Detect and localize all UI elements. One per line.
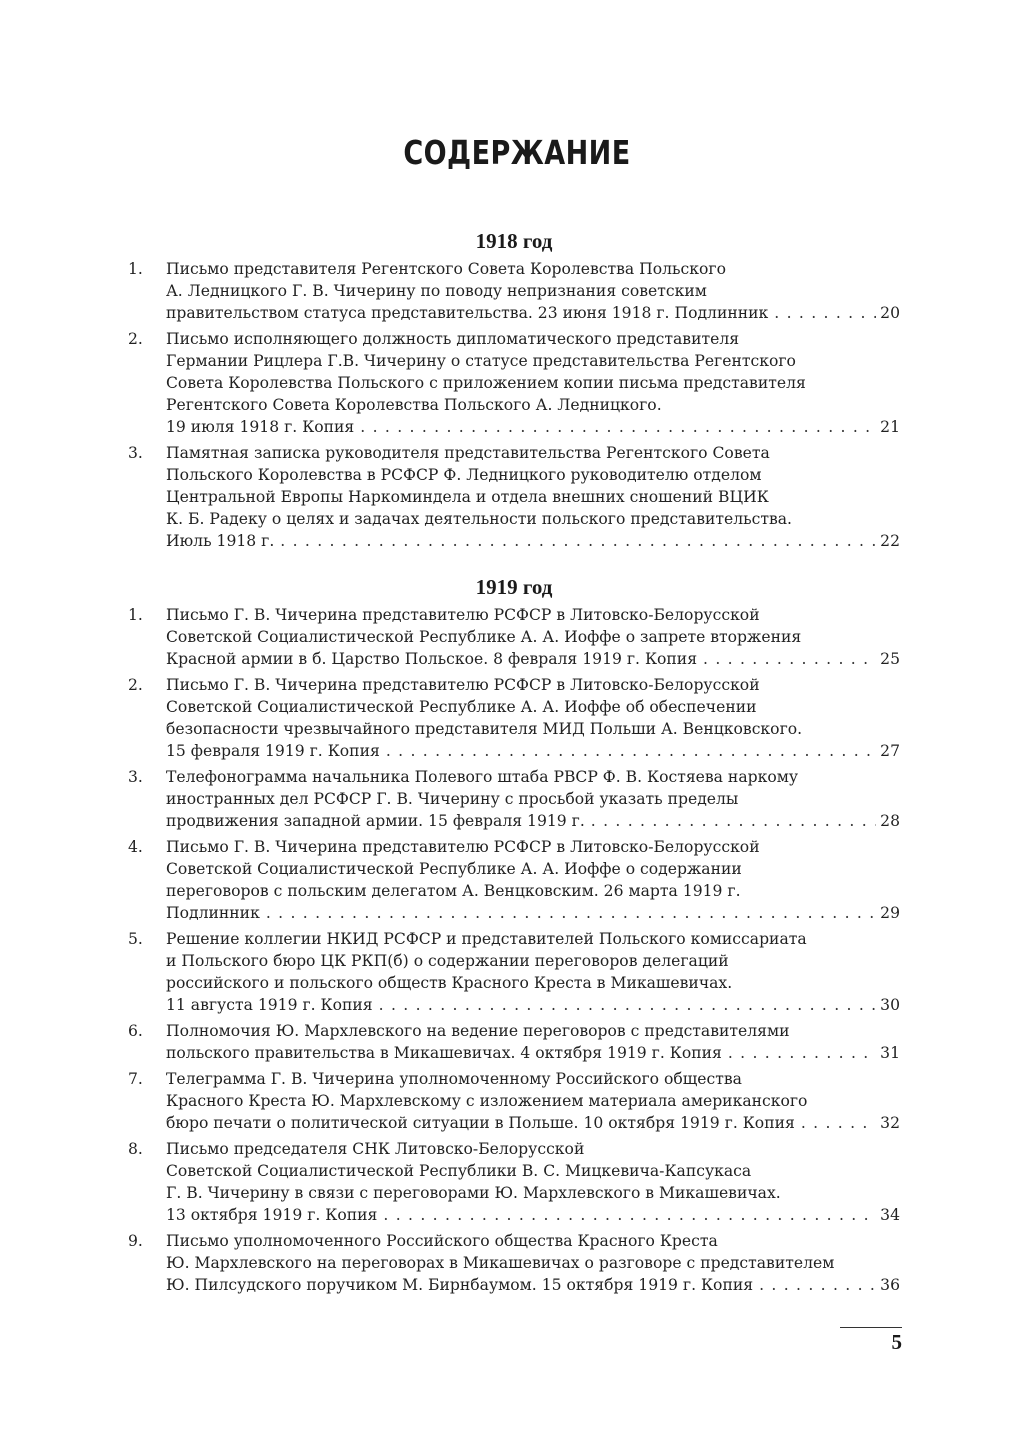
entry-last-line — [166, 530, 900, 552]
toc-entry[interactable] — [128, 604, 900, 670]
entry-body — [166, 328, 900, 438]
entry-text-line: Ю. Мархлевского на переговорах в Микашевичах о разговоре с представителем — [166, 1254, 835, 1272]
entry-text-line: иностранных дел РСФСР Г. В. Чичерину с просьбой указать пределы — [166, 790, 739, 808]
entry-last-line — [166, 1112, 900, 1134]
entry-body — [166, 258, 900, 324]
entry-text-line: Ю. Пилсудского поручиком М. Бирнбаумом. 15 октября 1919 г. Копия — [166, 1276, 754, 1294]
toc-entry[interactable] — [128, 766, 900, 832]
entry-text-line: 19 июля 1918 г. Копия — [166, 418, 355, 436]
dot-leader — [373, 994, 876, 1016]
entry-text-line: польского правительства в Микашевичах. 4 октября 1919 г. Копия — [166, 1044, 722, 1062]
toc-entry[interactable] — [128, 1020, 900, 1064]
entry-page-number[interactable]: 29 — [880, 904, 900, 922]
toc-entry[interactable] — [128, 442, 900, 552]
toc-section — [128, 572, 900, 1296]
entry-text-line: К. Б. Радеку о целях и задачах деятельности польского представительства. — [166, 510, 793, 528]
entry-last-line — [166, 302, 900, 324]
entry-number: 9. — [128, 1232, 143, 1250]
entry-text-line: Германии Рицлера Г.В. Чичерину о статусе представительства Регентского — [166, 352, 796, 370]
dot-leader — [274, 530, 876, 552]
entry-text-line: 13 октября 1919 г. Копия — [166, 1206, 378, 1224]
entry-number: 5. — [128, 930, 143, 948]
dot-leader — [753, 1274, 876, 1296]
entry-text-line: Письмо Г. В. Чичерина представителю РСФСР в Литовско-Белорусской — [166, 606, 760, 624]
entry-last-line — [166, 1042, 900, 1064]
toc-entry[interactable] — [128, 674, 900, 762]
entry-page-number[interactable]: 31 — [880, 1044, 900, 1062]
entry-number: 3. — [128, 768, 143, 786]
footer-rule — [840, 1327, 902, 1328]
dot-leader — [768, 302, 876, 324]
dot-leader — [377, 1204, 876, 1226]
entry-text-line: Польского Королевства в РСФСР Ф. Ледницкого руководителю отделом — [166, 466, 762, 484]
entry-text-line: Письмо председателя СНК Литовско-Белорусской — [166, 1140, 585, 1158]
entry-number: 6. — [128, 1022, 143, 1040]
entry-page-number[interactable]: 25 — [880, 650, 900, 668]
entry-body — [166, 1020, 900, 1064]
entry-text-line: Телефонограмма начальника Полевого штаба РВСР Ф. В. Костяева наркому — [166, 768, 799, 786]
entry-number: 7. — [128, 1070, 143, 1088]
section-heading: 1919 год — [475, 575, 553, 599]
entry-text-line: Июль 1918 г. — [166, 532, 275, 550]
dot-leader — [697, 648, 876, 670]
entry-page-number[interactable]: 20 — [880, 304, 900, 322]
entry-last-line — [166, 994, 900, 1016]
entry-text-line: Телеграмма Г. В. Чичерина уполномоченному Российского общества — [166, 1070, 742, 1088]
entry-last-line — [166, 1274, 900, 1296]
entry-text-line: Письмо Г. В. Чичерина представителю РСФСР в Литовско-Белорусской — [166, 838, 760, 856]
entry-text-line: Регентского Совета Королевства Польского А. Ледницкого. — [166, 396, 662, 414]
entry-text-line: Советской Социалистической Республики В. С. Мицкевича-Капсукаса — [166, 1162, 752, 1180]
entry-number: 2. — [128, 330, 143, 348]
entry-body — [166, 674, 900, 762]
entry-body — [166, 442, 900, 552]
dot-leader — [354, 416, 876, 438]
entry-text-line: А. Ледницкого Г. В. Чичерину по поводу непризнания советским — [166, 282, 707, 300]
entry-last-line — [166, 1204, 900, 1226]
toc-entry[interactable] — [128, 328, 900, 438]
entry-text-line: Решение коллегии НКИД РСФСР и представителей Польского комиссариата — [166, 930, 807, 948]
entry-text-line: 15 февраля 1919 г. Копия — [166, 742, 380, 760]
entry-body — [166, 1230, 900, 1296]
entry-body — [166, 604, 900, 670]
entry-page-number[interactable]: 28 — [880, 812, 900, 830]
toc-entry[interactable] — [128, 1138, 900, 1226]
toc-entry[interactable] — [128, 928, 900, 1016]
entry-body — [166, 766, 900, 832]
entry-text-line: Подлинник — [166, 904, 260, 922]
entry-text-line: Письмо исполняющего должность дипломатического представителя — [166, 330, 740, 348]
entry-body — [166, 1068, 900, 1134]
entry-page-number[interactable]: 36 — [880, 1276, 900, 1294]
entry-text-line: Красного Креста Ю. Мархлевскому с изложением материала американского — [166, 1092, 808, 1110]
entry-page-number[interactable]: 32 — [880, 1114, 900, 1132]
dot-leader — [380, 740, 876, 762]
entry-last-line — [166, 810, 900, 832]
entry-body — [166, 836, 900, 924]
entry-page-number[interactable]: 34 — [880, 1206, 900, 1224]
entry-text-line: Полномочия Ю. Мархлевского на ведение переговоров с представителями — [166, 1022, 790, 1040]
entry-page-number[interactable]: 22 — [880, 532, 900, 550]
entry-number: 1. — [128, 606, 143, 624]
toc-entry[interactable] — [128, 1230, 900, 1296]
entry-body — [166, 1138, 900, 1226]
dot-leader — [722, 1042, 876, 1064]
entry-text-line: Письмо уполномоченного Российского общества Красного Креста — [166, 1232, 718, 1250]
entry-text-line: Советской Социалистической Республике А. А. Иоффе об обеспечении — [166, 698, 757, 716]
entry-text-line: безопасности чрезвычайного представителя МИД Польши А. Венцковского. — [166, 720, 803, 738]
toc-section — [128, 226, 900, 552]
entry-text-line: переговоров с польским делегатом А. Венцковским. 26 марта 1919 г. — [166, 882, 741, 900]
toc-entry[interactable] — [128, 836, 900, 924]
entry-last-line — [166, 902, 900, 924]
entry-last-line — [166, 740, 900, 762]
entry-text-line: Памятная записка руководителя представительства Регентского Совета — [166, 444, 770, 462]
entry-page-number[interactable]: 27 — [880, 742, 900, 760]
entry-text-line: продвижения западной армии. 15 февраля 1919 г. — [166, 812, 585, 830]
entry-text-line: и Польского бюро ЦК РКП(б) о содержании переговоров делегаций — [166, 952, 729, 970]
table-of-contents — [128, 226, 900, 1300]
entry-number: 3. — [128, 444, 143, 462]
entry-last-line — [166, 416, 900, 438]
dot-leader — [795, 1112, 876, 1134]
entry-number: 4. — [128, 838, 143, 856]
entry-body — [166, 928, 900, 1016]
entry-text-line: Письмо Г. В. Чичерина представителю РСФСР в Литовско-Белорусской — [166, 676, 760, 694]
entry-text-line: Советской Социалистической Республике А. А. Иоффе о содержании — [166, 860, 742, 878]
entry-page-number[interactable]: 21 — [880, 418, 900, 436]
page-number: 5 — [891, 1330, 902, 1354]
toc-entry[interactable] — [128, 258, 900, 324]
entry-page-number[interactable]: 30 — [880, 996, 900, 1014]
entry-text-line: Советской Социалистической Республике А. А. Иоффе о запрете вторжения — [166, 628, 802, 646]
entry-text-line: Письмо представителя Регентского Совета Королевства Польского — [166, 260, 726, 278]
entry-text-line: Совета Королевства Польского с приложением копии письма представителя — [166, 374, 806, 392]
entry-last-line — [166, 648, 900, 670]
entry-text-line: Центральной Европы Наркоминдела и отдела внешних сношений ВЦИК — [166, 488, 769, 506]
dot-leader — [585, 810, 876, 832]
entry-number: 1. — [128, 260, 143, 278]
entry-text-line: правительством статуса представительства. 23 июня 1918 г. Подлинник — [166, 304, 769, 322]
entry-number: 2. — [128, 676, 143, 694]
toc-entry[interactable] — [128, 1068, 900, 1134]
section-heading: 1918 год — [475, 229, 553, 253]
page-title: СОДЕРЖАНИЕ — [403, 133, 631, 172]
entry-number: 8. — [128, 1140, 143, 1158]
entry-text-line: 11 августа 1919 г. Копия — [166, 996, 373, 1014]
entry-text-line: Г. В. Чичерину в связи с переговорами Ю. Мархлевского в Микашевичах. — [166, 1184, 781, 1202]
entry-text-line: российского и польского обществ Красного Креста в Микашевичах. — [166, 974, 733, 992]
entry-text-line: бюро печати о политической ситуации в Польше. 10 октября 1919 г. Копия — [166, 1114, 795, 1132]
dot-leader — [260, 902, 876, 924]
entry-text-line: Красной армии в б. Царство Польское. 8 февраля 1919 г. Копия — [166, 650, 698, 668]
